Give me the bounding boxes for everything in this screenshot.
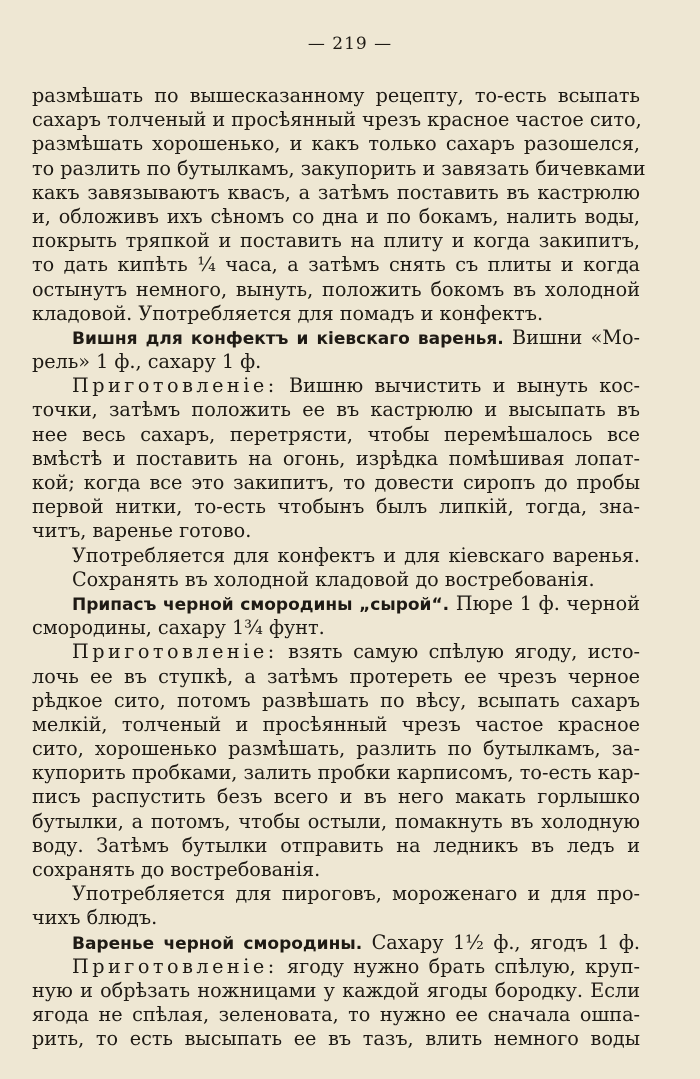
storage-line: Сохранять въ холодной кладовой до востребованія.: [72, 567, 595, 591]
recipe-title-line: [32, 326, 640, 350]
preparation-text: ягоду нужно брать спѣлую, круп-: [277, 954, 640, 978]
text-line: купорить пробками, залить пробки карписомъ, то-есть кар-: [32, 761, 640, 785]
ingredients-text: Вишни «Мо-: [503, 325, 640, 349]
usage-line: чихъ блюдъ.: [32, 906, 158, 930]
text-line: первой нитки, то-есть чтобынъ былъ липкій, тогда, зна-: [32, 495, 640, 519]
usage-line: Употребляется для конфектъ и для кіевскаго варенья.: [72, 543, 640, 567]
text-line: ную и обрѣзать ножницами у каждой ягоды бородку. Если: [32, 978, 640, 1002]
text-line: ягода не спѣлая, зеленовата, то нужно ее сначала ошпа-: [32, 1003, 640, 1027]
text-line: бутылки, а потомъ, чтобы остыли, помакнуть въ холодную: [32, 809, 640, 833]
preparation-label: Приготовленіе:: [72, 640, 278, 664]
preparation-text: взять самую спѣлую ягоду, исто-: [277, 640, 640, 664]
recipe-title-line: [32, 931, 640, 955]
usage-line: Употребляется для пироговъ, мороженаго и для про-: [72, 882, 640, 906]
text-line: смородины, сахару 1¾ фунт.: [32, 616, 325, 640]
text-line: вмѣстѣ и поставить на огонь, изрѣдка помѣшивая лопат-: [32, 446, 640, 470]
text-line: рѣдкое сито, потомъ развѣшать по вѣсу, всыпать сахаръ: [32, 688, 640, 712]
text-line: сохранять до востребованія.: [32, 858, 321, 881]
text-line: то разлить по бутылкамъ, закупорить и завязать бичевками: [32, 156, 646, 180]
preparation-text: Вишню вычистить и вынуть кос-: [277, 374, 640, 398]
preparation-line: [32, 374, 640, 398]
text-line: сито, хорошенько размѣшать, разлить по бутылкамъ, за-: [32, 737, 640, 761]
text-line: то дать кипѣть ¼ часа, а затѣмъ снять съ плиты и когда: [32, 253, 640, 277]
ingredients-text: Пюре 1 ф. черной: [449, 591, 641, 615]
text-line: и, обложивъ ихъ сѣномъ со дна и по бокамъ, налить воды,: [32, 204, 640, 228]
text-line: мелкій, толченый и просѣянный чрезъ частое красное: [32, 712, 640, 736]
text-line: сахаръ толченый и просѣянный чрезъ красное частое сито,: [32, 108, 642, 132]
page-number: — 219 —: [307, 34, 393, 54]
text-line: лочь ее въ ступкѣ, а затѣмъ протереть ее чрезъ черное: [32, 664, 640, 688]
text-line: размѣшать по вышесказанному рецепту, то-есть всыпать: [32, 84, 640, 107]
text-line: кладовой. Употребляется для помадъ и конфектъ.: [32, 301, 544, 325]
preparation-line: [32, 955, 640, 979]
recipe-title-line: [32, 592, 640, 616]
text-line: воду. Затѣмъ бутылки отправить на ледникъ въ ледъ и: [32, 833, 640, 857]
text-line: размѣшать хорошенько, и какъ только сахаръ разошелся,: [32, 132, 640, 156]
text-line: кой; когда все это закипитъ, то довести сиропъ до пробы: [32, 471, 640, 494]
text-line: нее весь сахаръ, перетрясти, чтобы перемѣшалось все: [32, 422, 640, 446]
preparation-label: Приготовленіе:: [72, 374, 278, 398]
recipe-heading: Варенье черной смородины.: [72, 933, 363, 954]
recipe-heading: Припасъ черной смородины „сырой“.: [72, 594, 450, 615]
preparation-label: Приготовленіе:: [72, 954, 278, 978]
text-line: какъ завязываютъ квасъ, а затѣмъ поставить въ кастрюлю: [32, 180, 640, 204]
preparation-line: [32, 640, 640, 664]
page-text: [32, 84, 646, 1052]
text-line: покрыть тряпкой и поставить на плиту и когда закипитъ,: [32, 229, 640, 253]
text-line: писъ распустить безъ всего и въ него макать горлышко: [32, 785, 640, 809]
text-line: рить, то есть высыпать ее въ тазъ, влить немного воды: [32, 1027, 640, 1051]
text-line: читъ, варенье готово.: [32, 519, 252, 543]
text-line: рель» 1 ф., сахару 1 ф.: [32, 350, 262, 374]
recipe-heading: Вишня для конфектъ и кіевскаго варенья.: [72, 328, 504, 349]
text-line: остынутъ немного, вынуть, положить бокомъ въ холодной: [32, 277, 640, 301]
text-line: точки, затѣмъ положить ее въ кастрюлю и высыпать въ: [32, 398, 640, 422]
ingredients-text: Сахару 1½ ф., ягодъ 1 ф.: [362, 930, 640, 954]
